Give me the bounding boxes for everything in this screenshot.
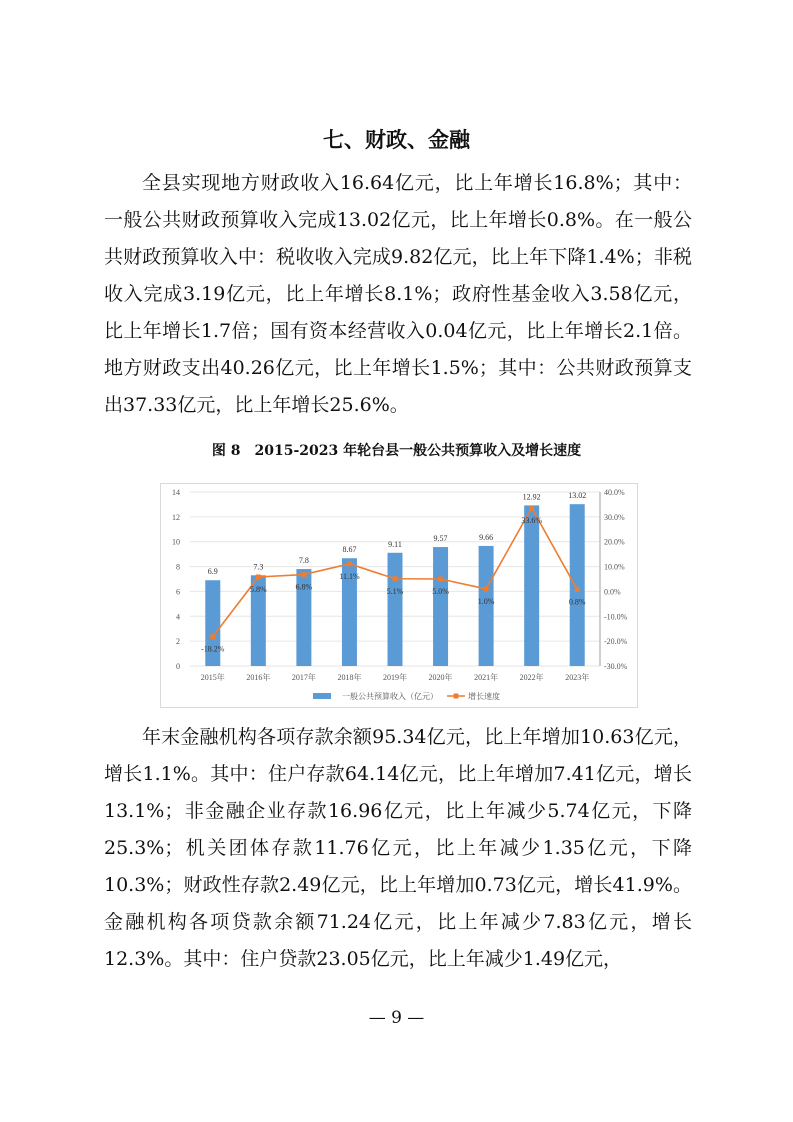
x-tick-label: 2022年 <box>519 673 544 682</box>
legend-bar-swatch <box>313 693 331 699</box>
bar-data-label: 12.92 <box>522 492 541 502</box>
bar <box>479 546 494 666</box>
legend-line-label: 增长速度 <box>468 692 500 701</box>
y-right-tick-label: -20.0% <box>604 637 628 647</box>
page-number: — 9 — <box>368 1008 425 1028</box>
legend-line-marker <box>454 694 459 699</box>
paragraph-finance: 全县实现地方财政收入16.64亿元，比上年增长16.8%；其中：一般公共财政预算收入完成13.02亿元，比上年增长0.8%。在一般公共财政预算收入中：税收收入完成9.82亿元，比上年下降1.4%；非税收入完成3.19亿元，比上年增长8.1%；政府性基金收入3.58亿元，比上年增长1.7倍；国有资本经营收入0.04亿元，比上年增长2.1倍。地方财政支出40.26亿元，比上年增长1.5%；其中：公共财政预算支出37.33亿元，比上年增长25.6%。 <box>104 172 692 416</box>
budget-revenue-chart <box>160 483 638 708</box>
y-left-tick-label: 4 <box>176 612 180 622</box>
growth-marker <box>347 561 352 566</box>
bar <box>433 547 448 666</box>
growth-data-label: -18.2% <box>201 644 225 654</box>
growth-data-label: 11.1% <box>339 571 360 581</box>
y-right-tick-label: 0.0% <box>604 587 621 597</box>
bar-data-label: 9.66 <box>479 532 494 542</box>
x-tick-label: 2020年 <box>428 673 453 682</box>
y-left-tick-label: 14 <box>172 488 180 497</box>
bar-data-label: 6.9 <box>207 567 218 577</box>
growth-marker <box>575 587 580 592</box>
x-tick-label: 2023年 <box>565 673 590 682</box>
y-left-tick-label: 8 <box>176 562 180 572</box>
y-right-tick-label: 20.0% <box>604 537 625 547</box>
growth-data-label: 33.6% <box>521 515 543 525</box>
growth-marker <box>438 577 443 582</box>
growth-marker <box>484 586 489 591</box>
growth-marker <box>210 634 215 639</box>
x-tick-label: 2016年 <box>246 673 271 682</box>
x-tick-label: 2018年 <box>337 673 362 682</box>
bar-data-label: 9.11 <box>388 539 402 549</box>
growth-marker <box>529 505 534 510</box>
bar-data-label: 7.8 <box>298 556 309 566</box>
growth-data-label: 5.1% <box>386 586 404 596</box>
growth-marker <box>393 576 398 581</box>
y-right-tick-label: -10.0% <box>604 612 628 622</box>
y-left-tick-label: 2 <box>176 637 180 647</box>
y-left-tick-label: 0 <box>176 662 180 671</box>
x-tick-label: 2019年 <box>383 673 407 682</box>
section-title: 七、财政、金融 <box>323 127 470 152</box>
figure-caption: 图 8 2015-2023 年轮台县一般公共预算收入及增长速度 <box>211 443 582 459</box>
growth-marker <box>301 572 306 577</box>
y-right-tick-label: 40.0% <box>604 488 625 497</box>
y-right-tick-label: 10.0% <box>604 562 625 572</box>
x-tick-label: 2017年 <box>291 673 316 682</box>
bar-data-label: 13.02 <box>568 491 587 501</box>
growth-data-label: 1.0% <box>477 596 495 606</box>
growth-data-label: 6.8% <box>295 582 313 592</box>
x-tick-label: 2021年 <box>474 673 499 682</box>
y-right-tick-label: 30.0% <box>604 512 625 522</box>
growth-data-label: 5.8% <box>249 585 267 595</box>
y-left-tick-label: 12 <box>172 512 180 522</box>
y-right-tick-label: -30.0% <box>604 662 628 671</box>
bar-data-label: 7.3 <box>253 562 264 572</box>
bar <box>388 553 403 666</box>
y-left-tick-label: 10 <box>172 537 180 547</box>
x-tick-label: 2015年 <box>200 673 225 682</box>
bar-data-label: 9.57 <box>433 534 448 544</box>
growth-marker <box>256 575 261 580</box>
growth-data-label: 0.8% <box>568 597 586 607</box>
bar <box>570 504 585 666</box>
bar-data-label: 8.67 <box>342 545 357 555</box>
y-left-tick-label: 6 <box>176 587 180 597</box>
paragraph-banking: 年末金融机构各项存款余额95.34亿元，比上年增加10.63亿元，增长1.1%。其中：住户存款64.14亿元，比上年增加7.41亿元，增长13.1%；非金融企业存款16.96亿元，比上年减少5.74亿元，下降25.3%；机关团体存款11.76亿元，比上年减少1.35亿元，下降10.3%；财政性存款2.49亿元，比上年增加0.73亿元，增长41.9%。金融机构各项贷款余额71.24亿元，比上年减少7.83亿元，增长12.3%。其中：住户贷款23.05亿元，比上年减少1.49亿元， <box>104 726 692 970</box>
bar <box>524 505 539 666</box>
legend-bar-label: 一般公共预算收入（亿元） <box>342 692 438 701</box>
growth-data-label: 5.0% <box>432 587 449 596</box>
